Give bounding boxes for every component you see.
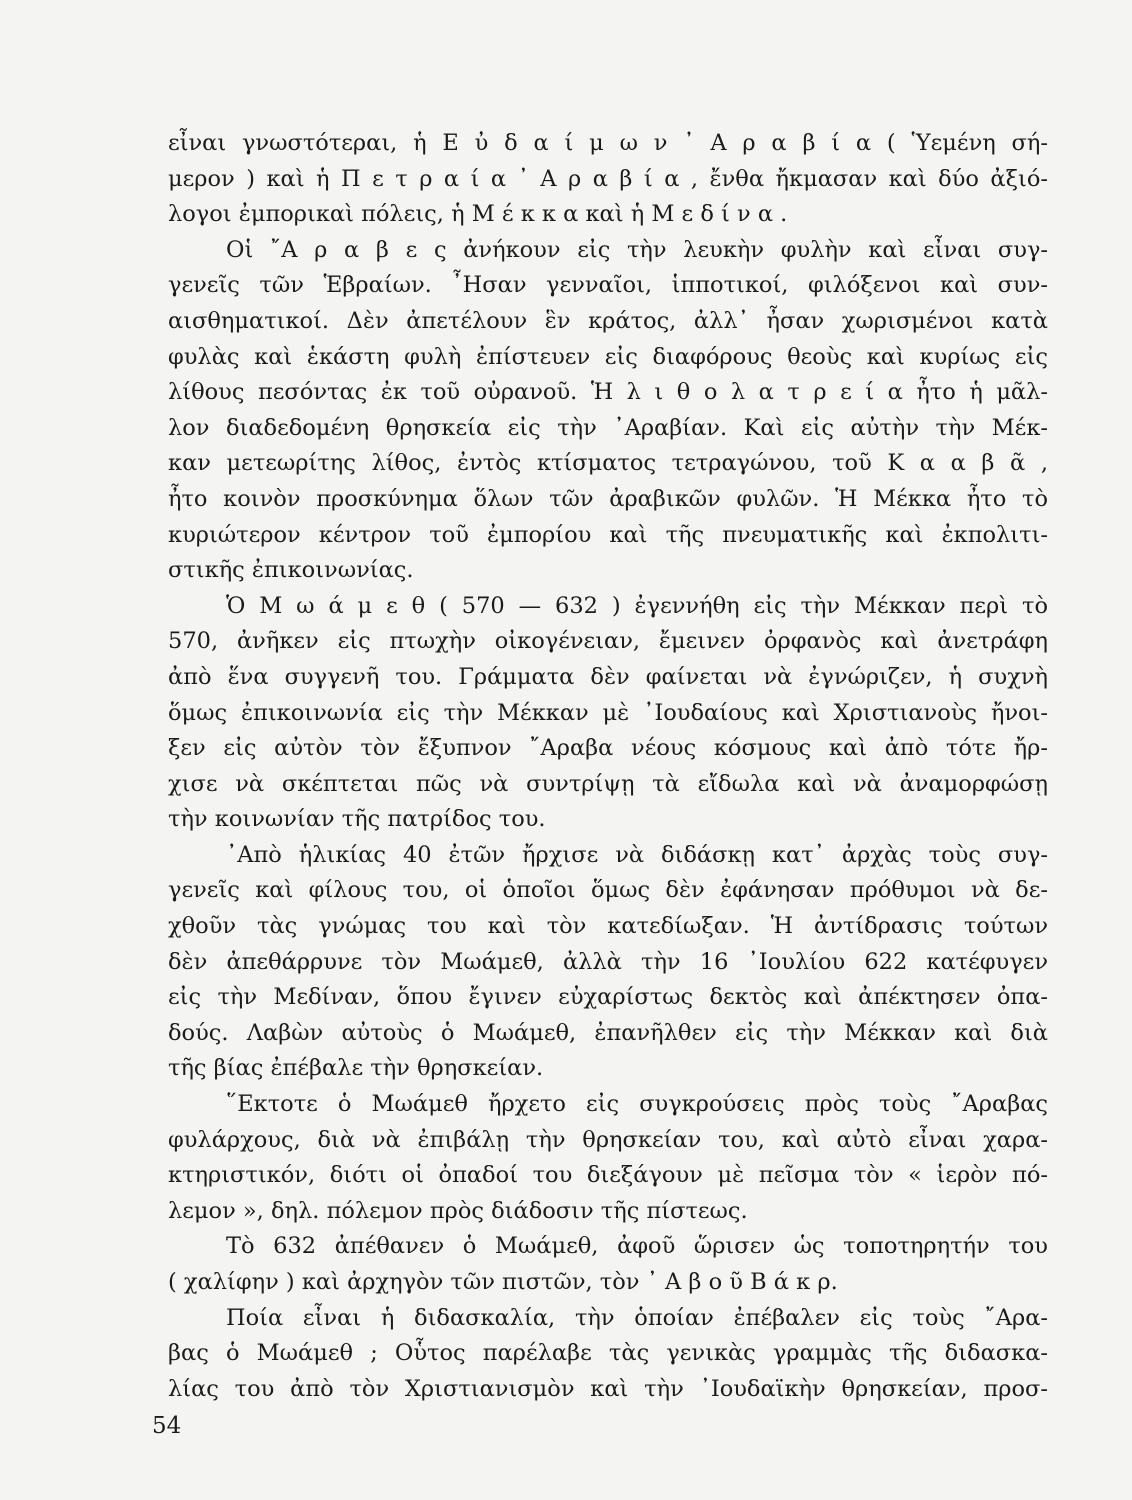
- text-line: Οἱ ῎Α ρ α β ε ς ἀνήκουν εἰς τὴν λευκὴν φυλὴν καὶ εἶναι συγ-: [226, 236, 1048, 263]
- body-text: [168, 126, 1048, 1407]
- text-line: καν μετεωρίτης λίθος, ἐντὸς κτίσματος τετραγώνου, τοῦ Κ α α β ᾶ ,: [168, 450, 1048, 477]
- page-number: 54: [152, 1413, 182, 1439]
- text-line: μερον ) καὶ ἡ Π ε τ ρ α ί α ᾿ Α ρ α β ί α , ἔνθα ἤκμασαν καὶ δύο ἀξιό-: [168, 165, 1048, 192]
- text-line: λογοι ἐμπορικαὶ πόλεις, ἡ Μ έ κ κ α καὶ ἡ Μ ε δ ί ν α .: [168, 201, 788, 228]
- text-line: ᾿Απὸ ἡλικίας 40 ἐτῶν ἤρχισε νὰ διδάσκῃ κατ᾿ ἀρχὰς τοὺς συγ-: [226, 841, 1048, 868]
- text-line: λον διαδεδομένη θρησκεία εἰς τὴν ᾿Αραβίαν. Καὶ εἰς αὐτὴν τὴν Μέκ-: [168, 414, 1048, 441]
- text-line: τῆς βίας ἐπέβαλε τὴν θρησκείαν.: [168, 1055, 544, 1082]
- text-line: κτηριστικόν, διότι οἱ ὀπαδοί του διεξάγουν μὲ πεῖσμα τὸν « ἱερὸν πό-: [168, 1162, 1048, 1189]
- text-line: γενεῖς τῶν Ἑβραίων. ῏Ησαν γενναῖοι, ἱπποτικοί, φιλόξενοι καὶ συν-: [168, 272, 1048, 299]
- text-line: γενεῖς καὶ φίλους του, οἱ ὁποῖοι ὅμως δὲν ἐφάνησαν πρόθυμοι νὰ δε-: [168, 877, 1048, 904]
- text-line: χισε νὰ σκέπτεται πῶς νὰ συντρίψῃ τὰ εἴδωλα καὶ νὰ ἀναμορφώσῃ: [168, 770, 1048, 797]
- text-line: φυλάρχους, διὰ νὰ ἐπιβάλῃ τὴν θρησκείαν του, καὶ αὐτὸ εἶναι χαρα-: [168, 1126, 1048, 1153]
- text-line: βας ὁ Μωάμεθ ; Οὗτος παρέλαβε τὰς γενικὰς γραμμὰς τῆς διδασκα-: [168, 1340, 1048, 1367]
- text-line: ῞Εκτοτε ὁ Μωάμεθ ἤρχετο εἰς συγκρούσεις πρὸς τοὺς ῎Αραβας: [226, 1091, 1048, 1118]
- text-line: λίθους πεσόντας ἐκ τοῦ οὐρανοῦ. Ἡ λ ι θ ο λ α τ ρ ε ί α ἦτο ἡ μᾶλ-: [168, 379, 1048, 406]
- text-line: εἰς τὴν Μεδίναν, ὅπου ἔγινεν εὐχαρίστως δεκτὸς καὶ ἀπέκτησεν ὀπα-: [168, 984, 1048, 1011]
- text-line: εἶναι γνωστότεραι, ἡ Ε ὐ δ α ί μ ω ν ᾿ Α ρ α β ί α ( Ὑεμένη σή-: [168, 130, 1048, 156]
- text-line: λίας του ἀπὸ τὸν Χριστιανισμὸν καὶ τὴν ᾿Ιουδαϊκὴν θρησκείαν, προσ-: [168, 1375, 1048, 1402]
- text-line: Ποία εἶναι ἡ διδασκαλία, τὴν ὁποίαν ἐπέβαλεν εἰς τοὺς ῎Αρα-: [226, 1304, 1048, 1331]
- text-line: ὅμως ἐπικοινωνία εἰς τὴν Μέκκαν μὲ ᾿Ιουδαίους καὶ Χριστιανοὺς ἤνοι-: [168, 699, 1048, 726]
- text-line: φυλὰς καὶ ἑκάστη φυλὴ ἐπίστευεν εἰς διαφόρους θεοὺς καὶ κυρίως εἰς: [168, 343, 1048, 370]
- text-line: κυριώτερον κέντρον τοῦ ἐμπορίου καὶ τῆς πνευματικῆς καὶ ἐκπολιτι-: [168, 521, 1048, 548]
- text-line: δὲν ἀπεθάρρυνε τὸν Μωάμεθ, ἀλλὰ τὴν 16 ᾿Ιουλίου 622 κατέφυγεν: [168, 948, 1048, 975]
- text-line: αισθηματικοί. Δὲν ἀπετέλουν ἓν κράτος, ἀλλ᾿ ἦσαν χωρισμένοι κατὰ: [168, 307, 1048, 334]
- text-line: Ὁ Μ ω ά μ ε θ ( 570 — 632 ) ἐγεννήθη εἰς τὴν Μέκκαν περὶ τὸ: [226, 592, 1048, 619]
- text-line: δούς. Λαβὼν αὐτοὺς ὁ Μωάμεθ, ἐπανῆλθεν εἰς τὴν Μέκκαν καὶ διὰ: [168, 1019, 1048, 1046]
- text-line: ἀπὸ ἕνα συγγενῆ του. Γράμματα δὲν φαίνεται νὰ ἐγνώριζεν, ἡ συχνὴ: [168, 663, 1048, 690]
- text-line: ἦτο κοινὸν προσκύνημα ὅλων τῶν ἀραβικῶν φυλῶν. Ἡ Μέκκα ἦτο τὸ: [168, 485, 1048, 512]
- text-line: 570, ἀνῆκεν εἰς πτωχὴν οἰκογένειαν, ἔμεινεν ὀρφανὸς καὶ ἀνετράφη: [168, 628, 1048, 655]
- text-line: τὴν κοινωνίαν τῆς πατρίδος του.: [168, 806, 546, 833]
- text-line: χθοῦν τὰς γνώμας του καὶ τὸν κατεδίωξαν. Ἡ ἀντίδρασις τούτων: [168, 913, 1048, 940]
- text-line: ( χαλίφην ) καὶ ἀρχηγὸν τῶν πιστῶν, τὸν ᾿ Α β ο ῦ Β ά κ ρ.: [168, 1269, 838, 1295]
- text-line: ξεν εἰς αὐτὸν τὸν ἔξυπνον ῎Αραβα νέους κόσμους καὶ ἀπὸ τότε ἤρ-: [168, 735, 1048, 762]
- text-line: λεμον », δηλ. πόλεμον πρὸς διάδοσιν τῆς πίστεως.: [168, 1197, 748, 1224]
- text-line: στικῆς ἐπικοινωνίας.: [168, 557, 414, 584]
- text-line: Τὸ 632 ἀπέθανεν ὁ Μωάμεθ, ἀφοῦ ὥρισεν ὡς τοποτηρητήν του: [226, 1233, 1048, 1260]
